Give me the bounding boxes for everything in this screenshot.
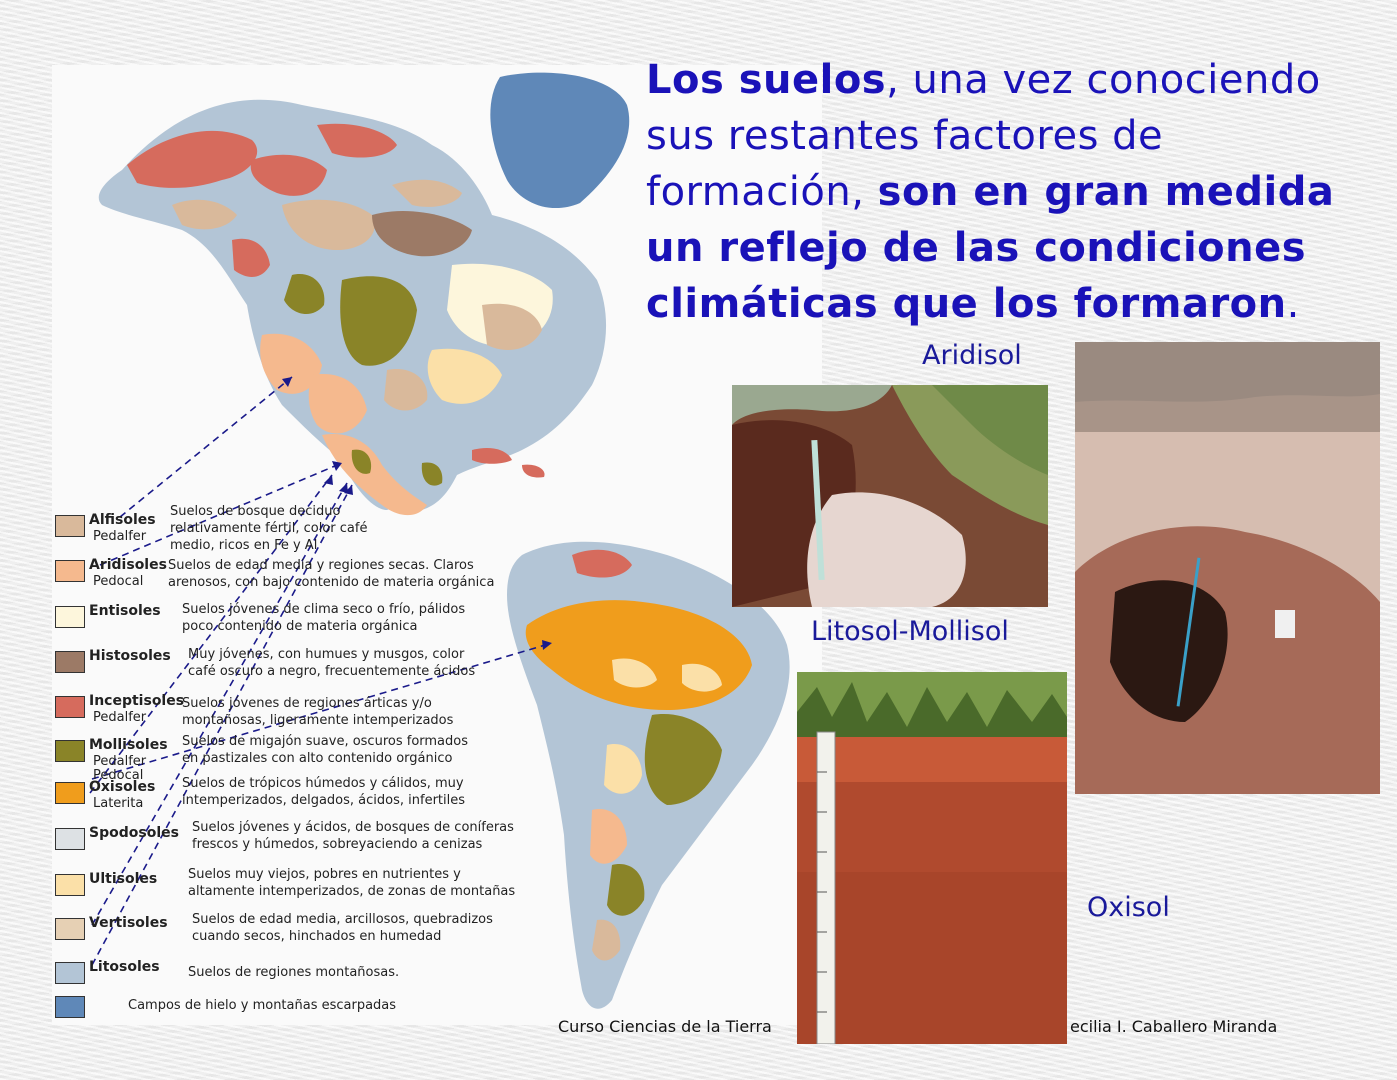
legend-soil-description: Suelos de edad media y regiones secas. Claros arenosos, con bajo contenido de materia orgánica xyxy=(168,558,495,590)
aridisol-label: Aridisol xyxy=(922,340,1022,371)
legend-soil-subtype: Pedalfer xyxy=(93,529,147,544)
legend-soil-description: Muy jóvenes, con humues y musgos, color café oscuro a negro, frecuentemente ácidos xyxy=(188,647,476,679)
legend-swatch xyxy=(55,560,85,582)
slide-title xyxy=(646,52,1366,332)
legend-soil-description: Suelos jóvenes de regiones árticas y/o montañosas, ligeramente intemperizados xyxy=(182,696,454,728)
legend-soil-name: Ultisoles xyxy=(89,871,158,887)
legend-soil-name: Oxisoles xyxy=(89,779,156,795)
legend-soil-description: Suelos de bosque deciduo relativamente fértil, color café medio, ricos en Fe y Al xyxy=(170,504,368,553)
legend-soil-name: Litosoles xyxy=(89,959,160,975)
legend-swatch xyxy=(55,918,85,940)
litosol-mollisol-label: Litosol-Mollisol xyxy=(811,616,1009,647)
legend-soil-description: Suelos de edad media, arcillosos, quebradizos cuando secos, hinchados en humedad xyxy=(192,912,493,944)
legend-soil-name: Spodosoles xyxy=(89,825,179,841)
legend-soil-description: Suelos jóvenes y ácidos, de bosques de coníferas frescos y húmedos, sobreyaciendo a cenizas xyxy=(192,820,514,852)
legend-soil-name: Alfisoles xyxy=(89,512,156,528)
legend-soil-description: Suelos de trópicos húmedos y cálidos, muy intemperizados, delgados, ácidos, infertiles xyxy=(182,776,466,808)
title-bold-1: Los suelos xyxy=(646,57,887,103)
legend-soil-subtype: Pedocal xyxy=(93,574,144,589)
legend-swatch xyxy=(55,651,85,673)
map-region-greenland xyxy=(490,73,629,208)
aridisol-photo xyxy=(1075,342,1380,794)
legend-soil-name: Mollisoles xyxy=(89,737,168,753)
legend-swatch xyxy=(55,606,85,628)
legend-soil-subtype-2: Pedocal xyxy=(93,768,144,783)
oxisol-label: Oxisol xyxy=(1087,892,1170,923)
title-text-4: . xyxy=(1286,281,1300,327)
legend-swatch xyxy=(55,828,85,850)
legend-soil-description: Suelos de regiones montañosas. xyxy=(188,965,400,980)
footer-author: ecilia I. Caballero Miranda xyxy=(1070,1017,1278,1036)
legend-swatch xyxy=(55,996,85,1018)
legend-soil-subtype: Laterita xyxy=(93,796,144,811)
legend-swatch xyxy=(55,874,85,896)
legend-soil-description: Suelos jóvenes de clima seco o frío, pálidos poco contenido de materia orgánica xyxy=(182,602,466,634)
oxisol-photo xyxy=(797,672,1067,1044)
title-bold-3: son en gran medida un reflejo de las condiciones climáticas que los formaron xyxy=(646,169,1335,327)
title-text-2: , una vez conociendo sus restantes factores de formación, xyxy=(646,57,1321,215)
legend-soil-name: Entisoles xyxy=(89,603,161,619)
legend-soil-subtype: Pedalfer xyxy=(93,754,147,769)
legend-soil-name: Vertisoles xyxy=(89,915,168,931)
legend-swatch xyxy=(55,696,85,718)
legend-soil-name: Inceptisoles xyxy=(89,693,185,709)
soil-legend xyxy=(0,0,516,1013)
legend-soil-subtype: Pedalfer xyxy=(93,710,147,725)
legend-swatch xyxy=(55,962,85,984)
legend-swatch xyxy=(55,782,85,804)
legend-soil-name: Aridisoles xyxy=(89,557,167,573)
footer-course: Curso Ciencias de la Tierra xyxy=(558,1017,772,1036)
legend-swatch xyxy=(55,515,85,537)
legend-soil-description: Campos de hielo y montañas escarpadas xyxy=(128,998,397,1013)
legend-soil-description: Suelos de migajón suave, oscuros formados en pastizales con alto contenido orgánico xyxy=(182,734,468,766)
legend-soil-name: Histosoles xyxy=(89,648,171,664)
litosol-mollisol-photo xyxy=(732,385,1048,607)
legend-soil-description: Suelos muy viejos, pobres en nutrientes y altamente intemperizados, de zonas de montañas xyxy=(188,867,516,899)
legend-swatch xyxy=(55,740,85,762)
